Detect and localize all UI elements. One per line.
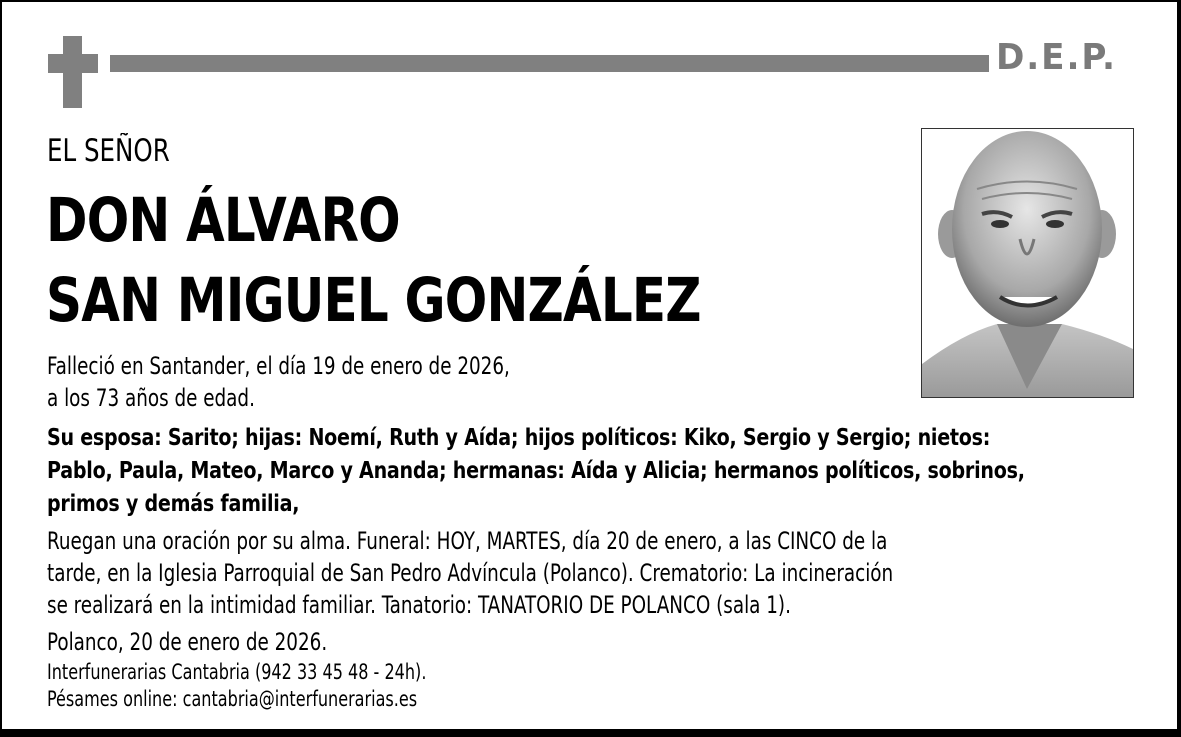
header-rule bbox=[110, 55, 989, 72]
service-line-2: tarde, en la Iglesia Parroquial de San Pedro Advíncula (Polanco). Crematorio: La incineración bbox=[47, 559, 894, 587]
deceased-name-line2: SAN MIGUEL GONZÁLEZ bbox=[46, 265, 701, 336]
service-line-1: Ruegan una oración por su alma. Funeral: HOY, MARTES, día 20 de enero, a las CINCO de la bbox=[47, 527, 888, 555]
family-line-1: Su esposa: Sarito; hijas: Noemí, Ruth y Aída; hijos políticos: Kiko, Sergio y Sergio; nietos: bbox=[47, 425, 991, 451]
place-date: Polanco, 20 de enero de 2026. bbox=[47, 628, 328, 656]
honorific: EL SEÑOR bbox=[47, 133, 170, 169]
dep-label: D.E.P. bbox=[996, 37, 1117, 78]
service-line-3: se realizará en la intimidad familiar. Tanatorio: TANATORIO DE POLANCO (sala 1). bbox=[47, 591, 791, 619]
cross-icon-arm bbox=[48, 54, 98, 73]
death-line-1: Falleció en Santander, el día 19 de enero de 2026, bbox=[47, 352, 510, 380]
death-line-2: a los 73 años de edad. bbox=[47, 384, 255, 412]
portrait-image bbox=[922, 129, 1133, 397]
family-line-3: primos y demás familia, bbox=[47, 491, 300, 517]
condolences-email[interactable]: Pésames online: cantabria@interfunerarias.es bbox=[47, 687, 418, 711]
funeral-home-contact: Interfunerarias Cantabria (942 33 45 48 - 24h). bbox=[47, 660, 427, 684]
portrait-photo bbox=[921, 128, 1134, 398]
family-line-2: Pablo, Paula, Mateo, Marco y Ananda; hermanas: Aída y Alicia; hermanos políticos, sobrinos, bbox=[47, 458, 1025, 484]
deceased-name-line1: DON ÁLVARO bbox=[46, 185, 400, 256]
